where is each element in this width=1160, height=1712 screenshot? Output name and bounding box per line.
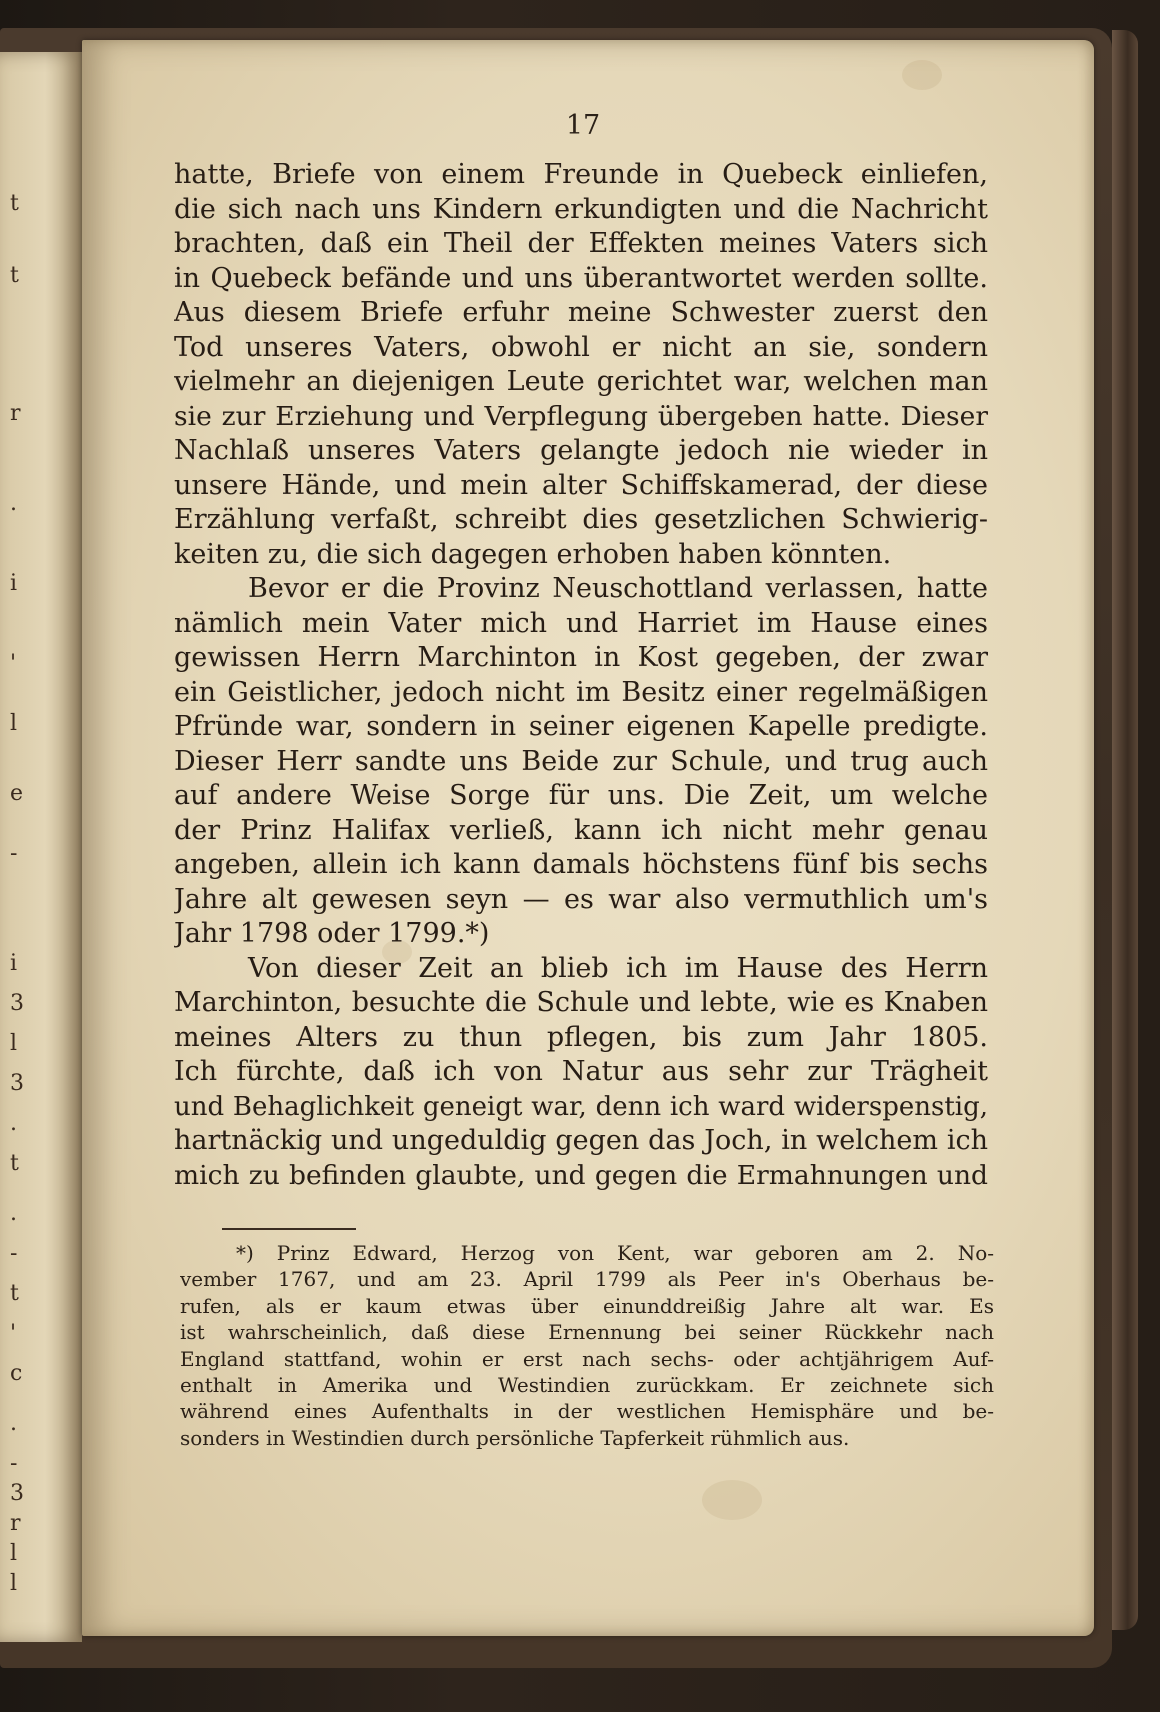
text-line: sie zur Erziehung und Verpflegung übergeben hatte. Dieser [174, 400, 988, 432]
footnote-line: sonders in Westindien durch persönliche Tapferkeit rühmlich aus. [180, 1425, 850, 1450]
text-line: hatte, Briefe von einem Freunde in Quebeck einliefen, [174, 159, 988, 190]
page-number: 17 [565, 110, 601, 141]
text-line: Jahre alt gewesen seyn — es war also vermuthlich um's [174, 883, 988, 915]
text-line: hartnäckig und ungeduldig gegen das Joch, in welchem ich [174, 1125, 988, 1156]
margin-mark: ' [10, 651, 17, 676]
footnote [180, 1240, 994, 1451]
text-line: die sich nach uns Kindern erkundigten und die Nachricht [174, 193, 988, 225]
text-line: keiten zu, die sich dagegen erhoben haben könnten. [174, 538, 892, 570]
footnote-line: *) Prinz Edward, Herzog von Kent, war geboren am 2. No- [236, 1241, 994, 1265]
margin-mark: t [10, 1281, 19, 1306]
margin-mark: 3 [10, 1481, 24, 1506]
margin-mark: r [10, 1511, 21, 1536]
margin-mark: t [10, 1151, 19, 1176]
margin-mark: . [10, 491, 17, 516]
text-line: unsere Hände, und mein alter Schiffskamerad, der diese [174, 469, 988, 501]
margin-mark: c [10, 1361, 23, 1386]
text-line: angeben, allein ich kann damals höchstens fünf bis sechs [174, 849, 988, 880]
text-line: mich zu befinden glaubte, und gegen die Ermahnungen und [174, 1159, 988, 1191]
footnote-line: England stattfand, wohin er erst nach sechs- oder achtjährigem Auf- [180, 1346, 994, 1371]
paper-stain [702, 1480, 762, 1520]
text-line: brachten, daß ein Theil der Effekten meines Vaters sich [174, 228, 988, 259]
footnote-rule [222, 1228, 356, 1230]
margin-mark: l [10, 1571, 18, 1596]
text-line: Jahr 1798 oder 1799.*) [174, 918, 490, 949]
text-line: auf andere Weise Sorge für uns. Die Zeit, um welche [174, 780, 988, 811]
footnote-line: ist wahrscheinlich, daß diese Ernennung bei seiner Rückkehr nach [180, 1320, 994, 1345]
margin-mark: l [10, 1541, 18, 1566]
margin-mark: r [10, 401, 21, 426]
footnote-line: enthalt in Amerika und Westindien zurückkam. Er zeichnete sich [180, 1372, 994, 1397]
text-line: Marchinton, besuchte die Schule und lebte, wie es Knaben [174, 987, 988, 1018]
margin-mark: i [10, 571, 18, 596]
margin-mark: ' [10, 1321, 17, 1346]
margin-mark: 3 [10, 1071, 24, 1096]
footnote-line: während eines Aufenthalts in der westlichen Hemisphäre und be- [180, 1399, 994, 1424]
cover-edge [1112, 30, 1138, 1630]
margin-mark: 3 [10, 991, 24, 1016]
footnote-line: rufen, als er kaum etwas über einunddreißig Jahre alt war. Es [180, 1293, 994, 1318]
text-line: Von dieser Zeit an blieb ich im Hause des Herrn [248, 952, 988, 984]
margin-mark: - [10, 841, 18, 866]
margin-mark: . [10, 1201, 17, 1226]
paper-stain [902, 60, 942, 90]
margin-mark: - [10, 1451, 18, 1476]
text-line: Aus diesem Briefe erfuhr meine Schwester zuerst den [174, 297, 988, 328]
text-line: ein Geistlicher, jedoch nicht im Besitz einer regelmäßigen [174, 676, 988, 708]
text-line: gewissen Herrn Marchinton in Kost gegeben, der zwar [174, 642, 988, 673]
text-line: Erzählung verfaßt, schreibt dies gesetzlichen Schwierig- [174, 504, 988, 535]
text-line: meines Alters zu thun pflegen, bis zum Jahr 1805. [174, 1021, 988, 1053]
margin-mark: - [10, 1241, 18, 1266]
text-line: Tod unseres Vaters, obwohl er nicht an sie, sondern [174, 331, 988, 363]
body-text [174, 158, 988, 1193]
margin-mark: t [10, 263, 19, 288]
text-line: nämlich mein Vater mich und Harriet im Hause eines [174, 607, 988, 639]
text-line: und Behaglichkeit geneigt war, denn ich ward widerspenstig, [174, 1091, 988, 1122]
margin-mark: . [10, 1111, 17, 1136]
margin-mark: l [10, 711, 18, 736]
text-line: Ich fürchte, daß ich von Natur aus sehr zur Trägheit [174, 1056, 988, 1087]
margin-mark: . [10, 1411, 17, 1436]
text-line: Dieser Herr sandte uns Beide zur Schule, und trug auch [174, 745, 988, 777]
text-line: der Prinz Halifax verließ, kann ich nicht mehr genau [174, 814, 988, 846]
text-line: in Quebeck befände und uns überantwortet werden sollte. [174, 262, 988, 294]
text-line: vielmehr an diejenigen Leute gerichtet war, welchen man [174, 366, 988, 397]
text-line: Pfründe war, sondern in seiner eigenen Kapelle predigte. [174, 711, 988, 742]
footnote-line: vember 1767, und am 23. April 1799 als Peer in's Oberhaus be- [180, 1267, 994, 1292]
margin-mark: l [10, 1031, 18, 1056]
left-page-margin-text [6, 172, 26, 1596]
left-page-edge [0, 52, 82, 1642]
text-line: Nachlaß unseres Vaters gelangte jedoch nie wieder in [174, 435, 988, 466]
margin-mark: i [10, 951, 18, 976]
margin-mark: e [10, 781, 24, 806]
text-line: Bevor er die Provinz Neuschottland verlassen, hatte [248, 573, 988, 604]
margin-mark: t [10, 191, 19, 216]
